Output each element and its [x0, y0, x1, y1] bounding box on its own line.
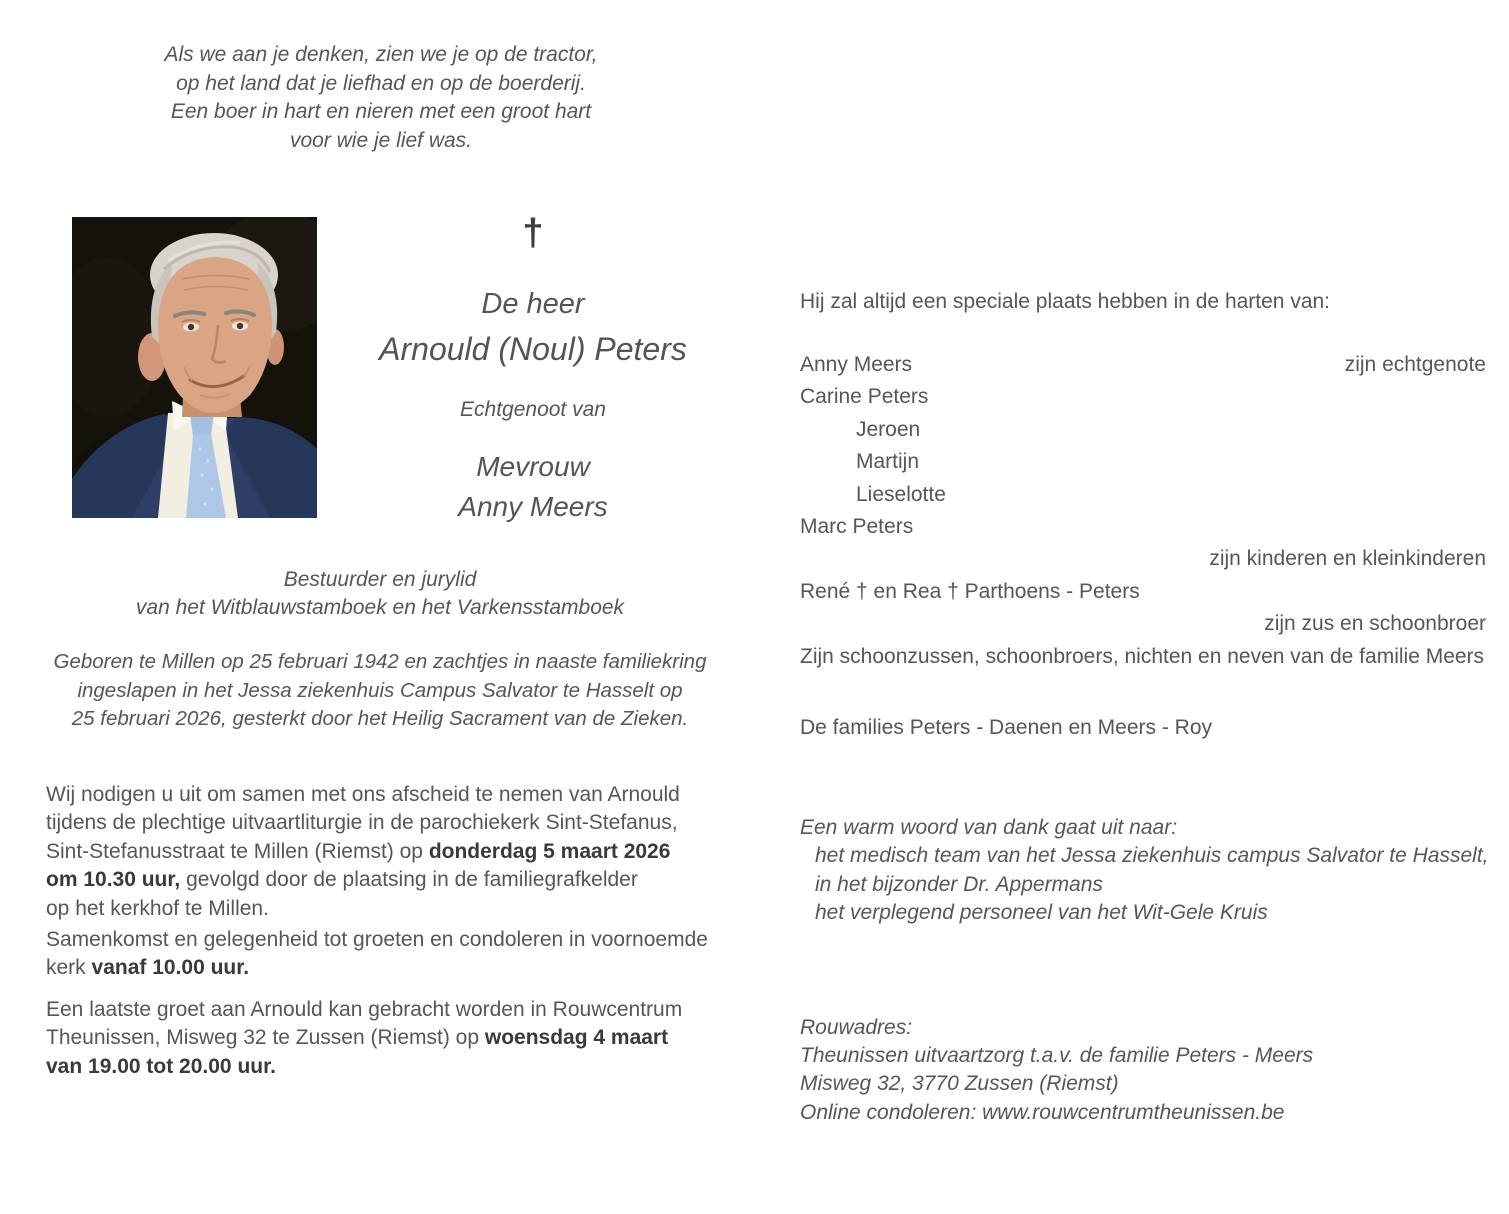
ceremony-date: donderdag 5 maart 2026	[428, 839, 671, 863]
ceremony-paragraph	[46, 781, 746, 923]
greeting-time: van 19.00 tot 20.00 uur.	[46, 1054, 276, 1078]
family-relation: zijn echtgenote	[1344, 353, 1486, 376]
thanks-line-1: het medisch team van het Jessa ziekenhuis campus Salvator te Hasselt,	[815, 844, 1489, 868]
deceased-name: Arnould (Noul) Peters	[379, 331, 687, 367]
family-row	[800, 511, 1486, 543]
family-row	[800, 446, 1486, 478]
last-greeting-paragraph	[46, 996, 746, 1081]
mourning-address-line-1: Theunissen uitvaartzorg t.a.v. de familie Peters - Meers	[800, 1044, 1314, 1068]
family-member: Lieselotte	[856, 482, 946, 506]
condolence-paragraph	[46, 926, 746, 983]
greeting-line-3	[46, 1053, 746, 1081]
family-member: Zijn schoonzussen, schoonbroers, nichten en neven van de familie Meers	[800, 644, 1485, 668]
family-row	[800, 543, 1486, 575]
life-line-1: Geboren te Millen op 25 februari 1942 en zachtjes in naaste familiekring	[53, 650, 707, 673]
portrait-photo	[72, 217, 317, 518]
ceremony-line-4	[46, 866, 746, 894]
family-row	[800, 641, 1486, 673]
spouse-salutation: Mevrouw	[476, 451, 590, 482]
ceremony-line-4-text: gevolgd door de plaatsing in de familiegrafkelder	[180, 868, 638, 892]
family-member: Jeroen	[856, 417, 921, 441]
thanks-paragraph	[800, 814, 1500, 927]
spouse-name: Anny Meers	[458, 491, 608, 522]
condolence-line-2-text: kerk	[46, 956, 92, 980]
thanks-line-2: in het bijzonder Dr. Appermans	[815, 872, 1103, 896]
family-row	[800, 608, 1486, 640]
mourning-address-line-2: Misweg 32, 3770 Zussen (Riemst)	[800, 1072, 1119, 1096]
family-intro: Hij zal altijd een speciale plaats hebben in de harten van:	[800, 290, 1331, 313]
ceremony-line-3-text: Sint-Stefanusstraat te Millen (Riemst) op	[46, 839, 429, 863]
life-dates	[25, 648, 735, 734]
mourning-address	[800, 1014, 1490, 1127]
life-line-2: ingeslapen in het Jessa ziekenhuis Campus Salvator te Hasselt op	[77, 678, 683, 702]
family-member: René † en Rea † Parthoens - Peters	[800, 579, 1140, 603]
ceremony-line-3	[46, 838, 746, 866]
ceremony-time: om 10.30 uur,	[46, 868, 181, 892]
thanks-intro: Een warm woord van dank gaat uit naar:	[800, 816, 1178, 839]
mourning-address-line-3: Online condoleren: www.rouwcentrumtheunissen.be	[800, 1100, 1285, 1124]
poem-line-4: voor wie je lief was.	[289, 128, 473, 152]
ceremony-line-2: tijdens de plechtige uitvaartliturgie in de parochiekerk Sint-Stefanus,	[46, 811, 678, 835]
family-row	[800, 381, 1486, 413]
portrait-illustration	[72, 217, 317, 518]
role-line-1: Bestuurder en jurylid	[283, 568, 477, 591]
family-member: Carine Peters	[800, 385, 929, 409]
poem-line-3: Een boer in hart en nieren met een groot hart	[170, 100, 592, 123]
poem-line-1: Als we aan je denken, zien we je op de tractor,	[164, 43, 598, 66]
greeting-line-2-text: Theunissen, Misweg 32 te Zussen (Riemst) op	[46, 1026, 485, 1050]
family-list	[800, 349, 1486, 673]
family-row	[800, 576, 1486, 608]
greeting-line-2	[46, 1024, 746, 1052]
family-row	[800, 349, 1486, 381]
family-member: Marc Peters	[800, 514, 914, 538]
families-line: De families Peters - Daenen en Meers - Roy	[800, 716, 1212, 739]
thanks-line-3: het verplegend personeel van het Wit-Gele Kruis	[815, 900, 1268, 924]
ceremony-line-5: op het kerkhof te Millen.	[46, 896, 269, 920]
greeting-line-1: Een laatste groet aan Arnould kan gebracht worden in Rouwcentrum	[46, 998, 683, 1021]
family-row	[800, 479, 1486, 511]
mourning-address-title: Rouwadres:	[800, 1016, 913, 1039]
role-line-2: van het Witblauwstamboek en het Varkensstamboek	[135, 596, 625, 619]
family-relation: zijn kinderen en kleinkinderen	[1209, 547, 1486, 571]
life-line-3: 25 februari 2026, gesterkt door het Heilig Sacrament van de Zieken.	[71, 707, 689, 730]
greeting-date: woensdag 4 maart	[484, 1026, 669, 1050]
family-member: Anny Meers	[800, 353, 913, 376]
role-description	[60, 566, 700, 622]
family-row	[800, 414, 1486, 446]
salutation: De heer	[481, 288, 585, 320]
poem	[100, 41, 662, 155]
condolence-line-1: Samenkomst en gelegenheid tot groeten en condoleren in voornoemde	[46, 928, 708, 951]
condolence-line-2	[46, 954, 746, 982]
family-member: Martijn	[856, 450, 920, 474]
family-relation: zijn zus en schoonbroer	[1264, 612, 1486, 636]
cross-icon: †	[522, 212, 544, 254]
condolence-time: vanaf 10.00 uur.	[91, 956, 250, 980]
ceremony-line-1: Wij nodigen u uit om samen met ons afscheid te nemen van Arnould	[46, 783, 680, 806]
poem-line-2: op het land dat je liefhad en op de boerderij.	[176, 71, 586, 95]
spouse-of-label: Echtgenoot van	[460, 398, 606, 421]
